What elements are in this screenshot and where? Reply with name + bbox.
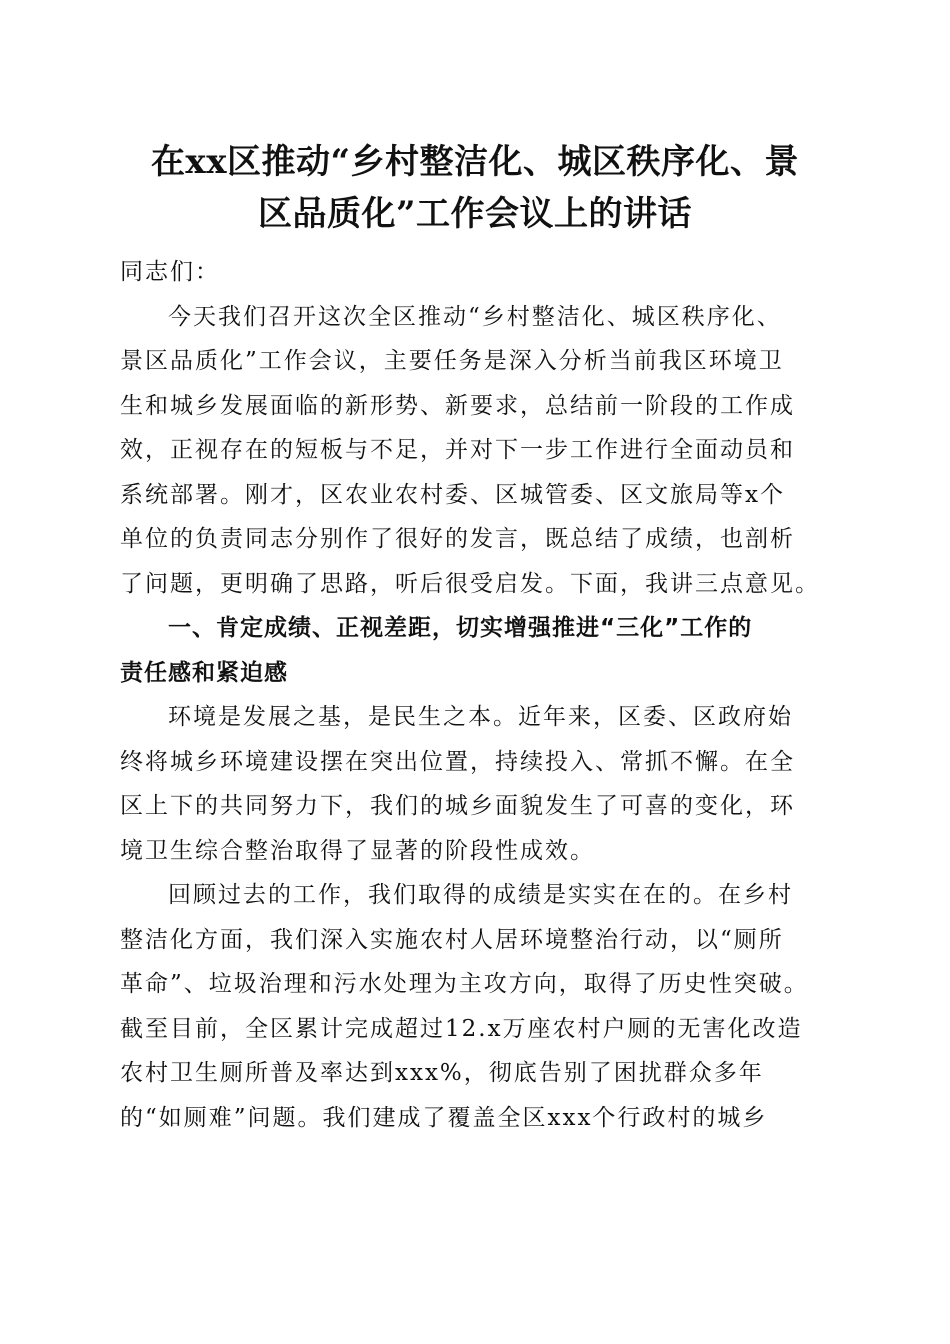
paragraph-environment xyxy=(120,695,840,873)
text-line: 回顾过去的工作，我们取得的成绩是实实在在的。在乡村 xyxy=(168,882,793,908)
text-line: 境卫生综合整治取得了显著的阶段性成效。 xyxy=(120,837,595,864)
document-body xyxy=(120,250,840,1140)
paragraph-opening xyxy=(120,295,840,607)
title-line: 在xx区推动“乡村整洁化、城区秩序化、景 xyxy=(150,142,800,182)
text-line: 截至目前，全区累计完成超过12.x万座农村户厕的无害化改造 xyxy=(120,1015,803,1042)
text-line: 农村卫生厕所普及率达到xxx%，彻底告别了困扰群众多年 xyxy=(120,1060,764,1086)
paragraph-review xyxy=(120,873,840,1140)
text-line: 单位的负责同志分别作了很好的发言，既总结了成绩，也剖析 xyxy=(120,526,795,552)
title-line: 区品质化”工作会议上的讲话 xyxy=(257,194,693,234)
text-line: 革命”、垃圾治理和污水处理为主攻方向，取得了历史性突破。 xyxy=(120,971,809,997)
document-title xyxy=(100,136,850,240)
text-line: 效，正视存在的短板与不足，并对下一步工作进行全面动员和 xyxy=(120,437,795,463)
text-line: 整洁化方面，我们深入实施农村人居环境整治行动，以“厕所 xyxy=(120,926,784,953)
text-line: 系统部署。刚才，区农业农村委、区城管委、区文旅局等x个 xyxy=(120,481,785,508)
salutation: 同志们： xyxy=(120,259,220,285)
heading-line: 一、肯定成绩、正视差距，切实增强推进“三化”工作的 xyxy=(168,615,753,641)
section-heading-1 xyxy=(120,606,840,695)
text-line: 的“如厕难”问题。我们建成了覆盖全区xxx个行政村的城乡 xyxy=(120,1104,768,1131)
text-line: 终将城乡环境建设摆在突出位置，持续投入、常抓不懈。在全 xyxy=(120,748,795,775)
heading-line: 责任感和紧迫感 xyxy=(120,659,288,686)
text-line: 生和城乡发展面临的新形势、新要求，总结前一阶段的工作成 xyxy=(120,392,795,419)
text-line: 景区品质化”工作会议，主要任务是深入分析当前我区环境卫 xyxy=(120,348,784,374)
text-line: 区上下的共同努力下，我们的城乡面貌发生了可喜的变化，环 xyxy=(120,793,795,819)
text-line: 了问题，更明确了思路，听后很受启发。下面，我讲三点意见。 xyxy=(120,570,820,597)
text-line: 今天我们召开这次全区推动“乡村整洁化、城区秩序化、 xyxy=(168,303,782,330)
text-line: 环境是发展之基，是民生之本。近年来，区委、区政府始 xyxy=(168,704,793,730)
